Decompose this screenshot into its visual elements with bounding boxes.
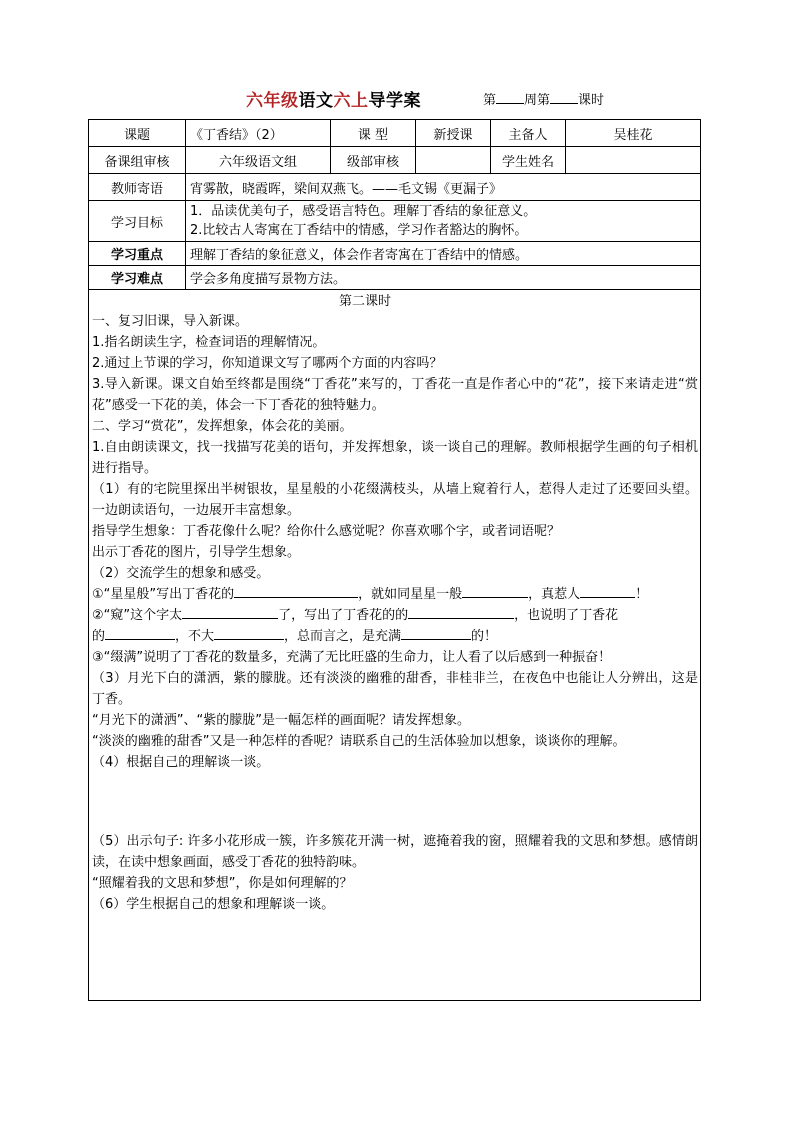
paragraph: （2）交流学生的想象和感受。 (92, 566, 270, 581)
row-key-point (89, 242, 701, 266)
paragraph: “照耀着我的文思和梦想”，你是如何理解的？ (92, 876, 353, 891)
paragraph: 2.通过上节课的学习，你知道课文写了哪两个方面的内容吗？ (92, 356, 443, 371)
fill-in-item: ②“窥”这个字太 了，写出了丁香花的的 ，也说明了丁香花 的 ，不大 ，总而言之，是充满 的！ (92, 605, 698, 647)
label-review: 备课组审核 (89, 147, 186, 174)
paragraph: （5）出示句子: 许多小花形成一簇，许多簇花开满一树，遮掩着我的窗，照耀着我的文思和梦想。感情朗读，在读中想象画面，感受丁香花的独特韵味。 (92, 834, 698, 870)
label-goals: 学习目标 (89, 201, 186, 242)
paragraph: “淡淡的幽雅的甜香”又是一种怎样的香呢？请联系自己的生活体验加以想象，谈谈你的理解。 (92, 734, 626, 749)
section-heading: 一、复习旧课，导入新课。 (92, 314, 249, 329)
week-mid: 周第 (524, 93, 551, 108)
row-review (89, 147, 701, 174)
fill-blank[interactable] (580, 584, 635, 598)
label-key-point: 学习重点 (89, 242, 186, 266)
row-difficult-point (89, 266, 701, 290)
label-topic: 课题 (89, 120, 186, 147)
value-type: 新授课 (416, 120, 491, 147)
value-message: 宵雾散，晓霞晖，梁间双燕飞。——毛文锡《更漏子》 (186, 174, 701, 201)
title-grade: 六年级 (246, 91, 299, 111)
value-preparer: 吴桂花 (566, 120, 701, 147)
label-difficult-point: 学习难点 (89, 266, 186, 290)
paragraph: （4）根据自己的理解谈一谈。 (92, 755, 270, 770)
fill-blank[interactable] (105, 626, 175, 640)
label-preparer: 主备人 (491, 120, 566, 147)
value-difficult-point: 学会多角度描写景物方法。 (186, 266, 701, 290)
row-message (89, 174, 701, 201)
paragraph: 1.自由朗读课文，找一找描写花美的语句，并发挥想象，谈一谈自己的理解。教师根据学生画的句子相机进行指导。 (92, 440, 698, 476)
week-lesson-line (483, 89, 604, 108)
lesson-title: 第二课时 (338, 294, 391, 309)
row-goals (89, 201, 701, 242)
value-grade-review[interactable] (416, 147, 491, 174)
week-prefix: 第 (483, 93, 497, 108)
fill-blank[interactable] (214, 626, 284, 640)
goal-item: 1．品读优美句子，感受语言特色。理解丁香结的象征意义。 (190, 204, 537, 219)
label-student-name: 学生姓名 (491, 147, 566, 174)
main-content (89, 290, 701, 1001)
fill-in-item: ①“星星般”写出丁香花的 ，就如同星星一般 ，真惹人 ！ (92, 584, 698, 605)
fill-blank[interactable] (234, 584, 358, 598)
title-doc-type: 导学案 (368, 91, 421, 111)
title-term: 六上 (333, 91, 369, 111)
paragraph: “月光下的潇洒”、“紫的朦胧”是一幅怎样的画面呢？请发挥想象。 (92, 713, 470, 728)
fill-blank[interactable] (462, 584, 528, 598)
label-message: 教师寄语 (89, 174, 186, 201)
row-main-content (89, 290, 701, 1001)
fill-blank[interactable] (408, 605, 514, 619)
paragraph: 3.导入新课。课文自始至终都是围绕“丁香花”来写的，丁香花一直是作者心中的“花”，接下来请走进“赏花”感受一下花的美，体会一下丁香花的独特魅力。 (92, 377, 698, 413)
row-topic (89, 120, 701, 147)
paragraph: （1）有的宅院里探出半树银妆，星星般的小花缀满枝头，从墙上窥着行人，惹得人走过了还要回头望。一边朗读语句，一边展开丰富想象。 (92, 482, 698, 518)
lesson-blank[interactable] (550, 91, 578, 104)
paragraph: 指导学生想象：丁香花像什么呢？给你什么感觉呢？你喜欢哪个字，或者词语呢？ (92, 524, 561, 539)
label-grade-review: 级部审核 (331, 147, 416, 174)
value-key-point: 理解丁香结的象征意义，体会作者寄寓在丁香结中的情感。 (186, 242, 701, 266)
value-student-name[interactable] (566, 147, 701, 174)
paragraph: 出示丁香花的图片，引导学生想象。 (92, 545, 301, 560)
fill-blank[interactable] (182, 605, 278, 619)
paragraph: 1.指名朗读生字，检查词语的理解情况。 (92, 335, 326, 350)
value-review: 六年级语文组 (186, 147, 331, 174)
paragraph: ③“缀满”说明了丁香花的数量多，充满了无比旺盛的生命力，让人看了以后感到一种振奋！ (92, 650, 612, 665)
answer-space[interactable] (92, 773, 698, 831)
label-type: 课 型 (331, 120, 416, 147)
week-blank[interactable] (496, 91, 524, 104)
page-header (0, 86, 794, 112)
paragraph: （3）月光下白的潇洒，紫的朦胧。还有淡淡的幽雅的甜香，非桂非兰，在夜色中也能让人分辨出，这是丁香。 (92, 671, 698, 707)
value-goals (186, 201, 701, 242)
week-suffix: 课时 (578, 93, 605, 108)
fill-blank[interactable] (401, 626, 471, 640)
goal-item: 2.比较古人寄寓在丁香结中的情感，学习作者豁达的胸怀。 (190, 223, 528, 238)
title-subject: 语文 (298, 91, 334, 111)
value-topic: 《丁香结》（2） (186, 120, 331, 147)
lesson-plan-table (88, 119, 701, 1001)
section-heading: 二、学习“赏花”，发挥想象，体会花的美丽。 (92, 419, 353, 434)
paragraph: （6）学生根据自己的想象和理解谈一谈。 (92, 897, 335, 912)
page-title (246, 86, 421, 111)
